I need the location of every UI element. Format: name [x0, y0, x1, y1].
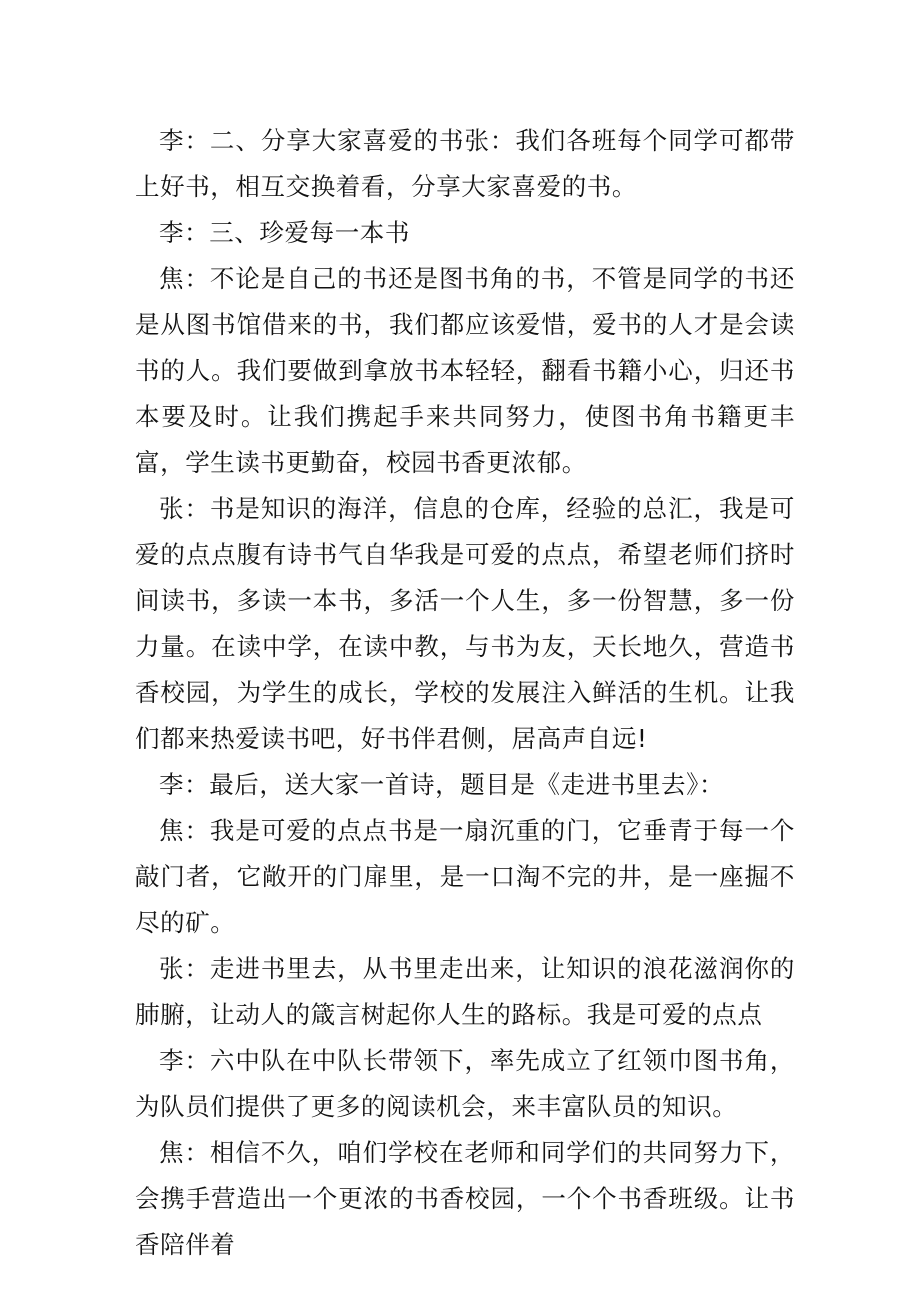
paragraph-8: 李：六中队在中队长带领下，率先成立了红领巾图书角，为队员们提供了更多的阅读机会，来丰富队员的知识。 — [135, 1046, 795, 1121]
paragraph-2: 李：三、珍爱每一本书 — [159, 218, 410, 247]
paragraph-7: 张：走进书里去，从书里走出来，让知识的浪花滋润你的肺腑，让动人的箴言树起你人生的路标。我是可爱的点点 — [135, 954, 795, 1029]
paragraph-4: 张：书是知识的海洋，信息的仓库，经验的总汇，我是可爱的点点腹有诗书气自华我是可爱的点点，希望老师们挤时间读书，多读一本书，多活一个人生，多一份智慧，多一份力量。在读中学，在读中教，与书为友，天长地久，营造书香校园，为学生的成长，学校的发展注入鲜活的生机。让我们都来热爱读书吧，好书伴君侧，居高声自远! — [135, 494, 795, 753]
paragraph-6: 焦：我是可爱的点点书是一扇沉重的门，它垂青于每一个敲门者，它敞开的门扉里，是一口淘不完的井，是一座掘不尽的矿。 — [135, 816, 795, 937]
paragraph-3: 焦：不论是自己的书还是图书角的书，不管是同学的书还是从图书馆借来的书，我们都应该爱惜，爱书的人才是会读书的人。我们要做到拿放书本轻轻，翻看书籍小心，归还书本要及时。让我们携起手来共同努力，使图书角书籍更丰富，学生读书更勤奋，校园书香更浓郁。 — [135, 264, 795, 477]
document-body — [135, 118, 795, 1268]
paragraph-9: 焦：相信不久，咱们学校在老师和同学们的共同努力下，会携手营造出一个更浓的书香校园，一个个书香班级。让书香陪伴着 — [135, 1138, 795, 1259]
paragraph-1: 李：二、分享大家喜爱的书张：我们各班每个同学可都带上好书，相互交换着看，分享大家喜爱的书。 — [135, 126, 795, 201]
paragraph-5: 李：最后，送大家一首诗，题目是《走进书里去》： — [159, 770, 725, 799]
